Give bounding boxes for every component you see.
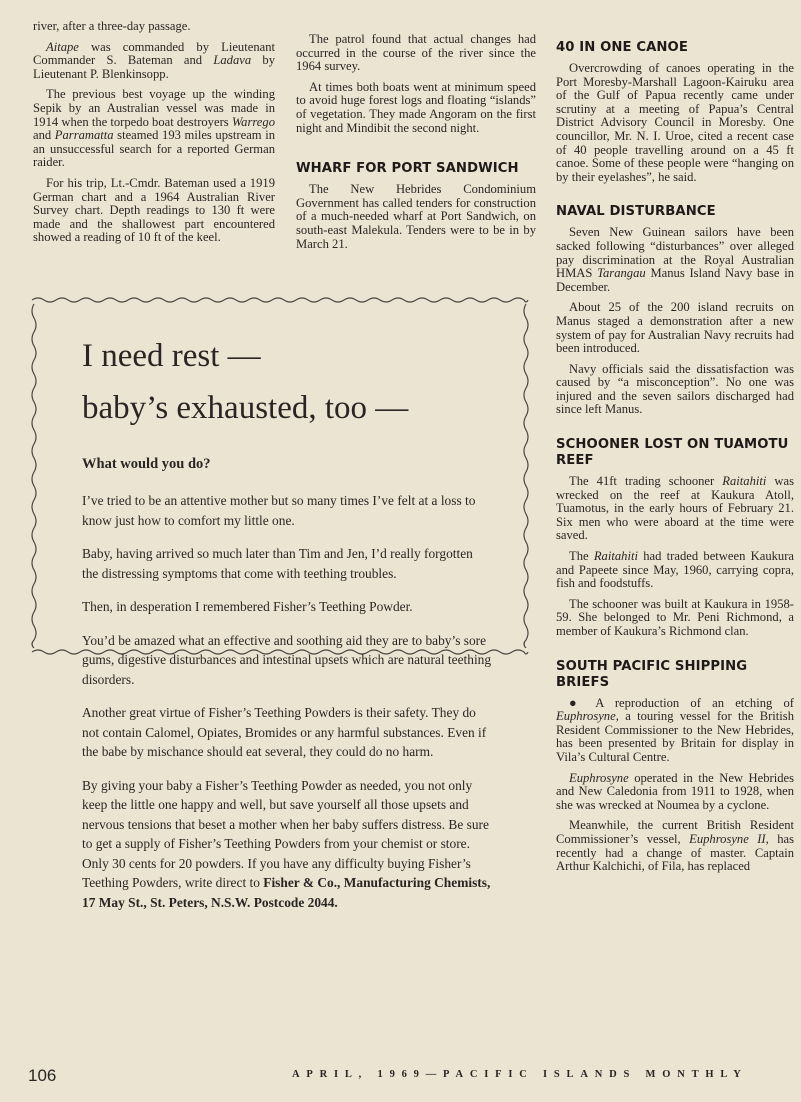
ad-paragraph: Another great virtue of Fisher’s Teething Powders is their safety. They do not contain Calomel, Opiates, Bromides or any harmful substances. Even if the babe by mischance should eat several, they could do no harm. [82,705,487,759]
article-heading: NAVAL DISTURBANCE [556,204,716,220]
article-heading: 40 IN ONE CANOE [556,40,688,55]
article-heading: SCHOONER LOST ON TUAMOTU REEF [556,437,789,469]
text-run: Manus Island Navy base in December. [556,266,794,294]
column-left [33,20,275,252]
article-paragraph [33,88,275,170]
text-run: was commanded by Lieutenant Commander S. Bateman and [33,39,275,68]
text-run: Seven New Guinean sailors have been sacked following “disturbances” over alleged pay discrimination at the Royal Australian HMAS [556,225,794,281]
article-paragraph: At times both boats went at minimum speed to avoid huge forest logs and floating “islands” of vegetation. They made Angoram on the first night and Mindibit the second night. [296,79,536,135]
ad-address: Fisher & Co., Manufacturing Chemists, 17 May St., St. Peters, N.S.W. Postcode 2044. [82,875,491,910]
vessel-name: Euphrosyne [556,709,616,724]
article-paragraph: The patrol found that actual changes had occurred in the course of the river since the 1964 survey. [296,32,536,74]
article-heading: SOUTH PACIFIC SHIPPING BRIEFS [556,658,748,690]
ad-paragraph: I’ve tried to be an attentive mother but so many times I’ve felt at a loss to know just how to comfort my little one. [82,493,476,528]
vessel-name: Warrego [231,114,275,129]
vessel-name: Tarangau [597,266,646,281]
article-paragraph: river, after a three-day passage. [33,19,191,33]
ad-paragraph: You’d be amazed what an effective and soothing aid they are to baby’s sore gums, digestive disturbances and intestinal upsets which are natural teething disorders. [82,632,492,687]
text-run: The [569,549,594,564]
ad-paragraph: Then, in desperation I remembered Fisher’s Teething Powder. [82,599,413,614]
text-run: steamed 193 miles upstream in an unsuccessful search for a reported German raider. [33,128,275,170]
text-run: The previous best voyage up the winding Sepik by an Australian vessel was made in 1914 when the torpedo boat destroyers [33,87,275,129]
text-run: The 41ft trading schooner [569,474,723,489]
running-title: APRIL, 1969—PACIFIC ISLANDS MONTHLY [292,1069,748,1080]
advertisement-content [82,330,492,926]
wavy-border-left [32,304,36,648]
wavy-border-right [524,304,528,648]
text-run: By giving your baby a Fisher’s Teething Powder as needed, you not only keep the little one happy and well, but save yourself all those upsets and nervous tensions that beset a mother when her baby suffers distress. Be sure to get a supply of Fisher’s Teething Powders from your chemist or store. Only 30 cents for 20 powders. If you have any difficulty buying Fisher’s Teething Powders, write direct to [82,777,489,890]
text-run: , has recently had a change of master. Captain Arthur Kalchichi, of Fila, has replaced [556,831,795,874]
column-right [556,40,794,881]
article-paragraph [33,41,275,82]
text-run: and [33,128,55,143]
article-paragraph: About 25 of the 200 island recruits on Manus staged a demonstration after a new system of pay for Australian Navy recruits had been introduced. [556,300,794,356]
ad-paragraph: Baby, having arrived so much later than Tim and Jen, I’d really forgotten the distressing symptoms that come with teething troubles. [82,546,473,581]
text-run: Meanwhile, the current British Resident Commissioner’s vessel, [556,818,794,846]
wavy-border-top [32,298,528,302]
ad-body [82,491,492,912]
vessel-name: Euphrosyne [569,770,629,785]
vessel-name: Ladava [213,53,252,68]
article-paragraph [556,475,794,543]
vessel-name: Euphrosyne II [689,831,766,846]
article-heading: WHARF FOR PORT SANDWICH [296,161,519,177]
article-paragraph [556,550,794,591]
ad-headline-line-1: I need rest — [82,338,261,374]
ad-headline-line-2: baby’s exhausted, too — [82,390,409,426]
vessel-name: Raitahiti [593,549,638,564]
article-paragraph [556,819,794,873]
vessel-name: Raitahiti [722,474,767,489]
column-middle [296,33,536,258]
article-paragraph: Overcrowding of canoes operating in the Port Moresby-Marshall Lagoon-Kairuku area of the Gulf of Papua recently came under scrutiny at a meeting of Papua’s Central District Advisory Council in Moresby. One councillor, Mr. N. I. Uroe, cited a recent case of 40 people travelling around on a 45 ft canoe. Some of these people were “hanging on by their eyelashes”, he said. [556,61,794,184]
article-paragraph [556,697,794,765]
page-number: 106 [28,1066,57,1085]
article-paragraph: The schooner was built at Kaukura in 1958-59. She belonged to Mr. Peni Richmond, a member of Kaukura’s Richmond clan. [556,596,794,638]
article-paragraph: Navy officials said the dissatisfaction was caused by “a misconception”. No one was injured and the seven sailors discharged had since left Manus. [556,361,794,417]
text-run: ● A reproduction of an etching of [569,695,794,710]
ad-paragraph [82,776,492,913]
article-paragraph: For his trip, Lt.-Cmdr. Bateman used a 1919 German chart and a 1964 Australian River Survey chart. Depth readings to 130 ft were made and the shallowest part encountered showed a reading of 10 ft of the keel. [33,175,275,245]
text-run: by Lieutenant P. Blenkinsopp. [33,53,275,81]
vessel-name: Aitape [46,39,79,54]
advertisement-box [24,292,536,910]
article-paragraph [556,772,794,813]
text-run: had traded between Kaukura and Papeete since May, 1960, carrying copra, fish and foodstuffs. [556,549,794,591]
article-paragraph: The New Hebrides Condominium Government has called tenders for construction of a much-needed wharf at Port Sandwich, on south-east Malekula. Tenders were to be in by March 21. [296,182,536,251]
article-paragraph [556,226,794,294]
page-footer [24,1066,794,1086]
text-run: was wrecked on the reef at Kaukura Atoll, Tuamotus, in the early hours of February 21. Six men who were aboard at the time were saved. [556,474,795,543]
text-run: operated in the New Hebrides and New Caledonia from 1911 to 1928, when she was wrecked at Noumea by a cyclone. [556,770,794,812]
ad-subheading: What would you do? [82,456,211,472]
text-run: , a touring vessel for the British Resident Commissioner to the New Hebrides, has been presented by Britain for display in Vila’s Cultural Centre. [556,709,794,764]
vessel-name: Parramatta [54,128,114,143]
